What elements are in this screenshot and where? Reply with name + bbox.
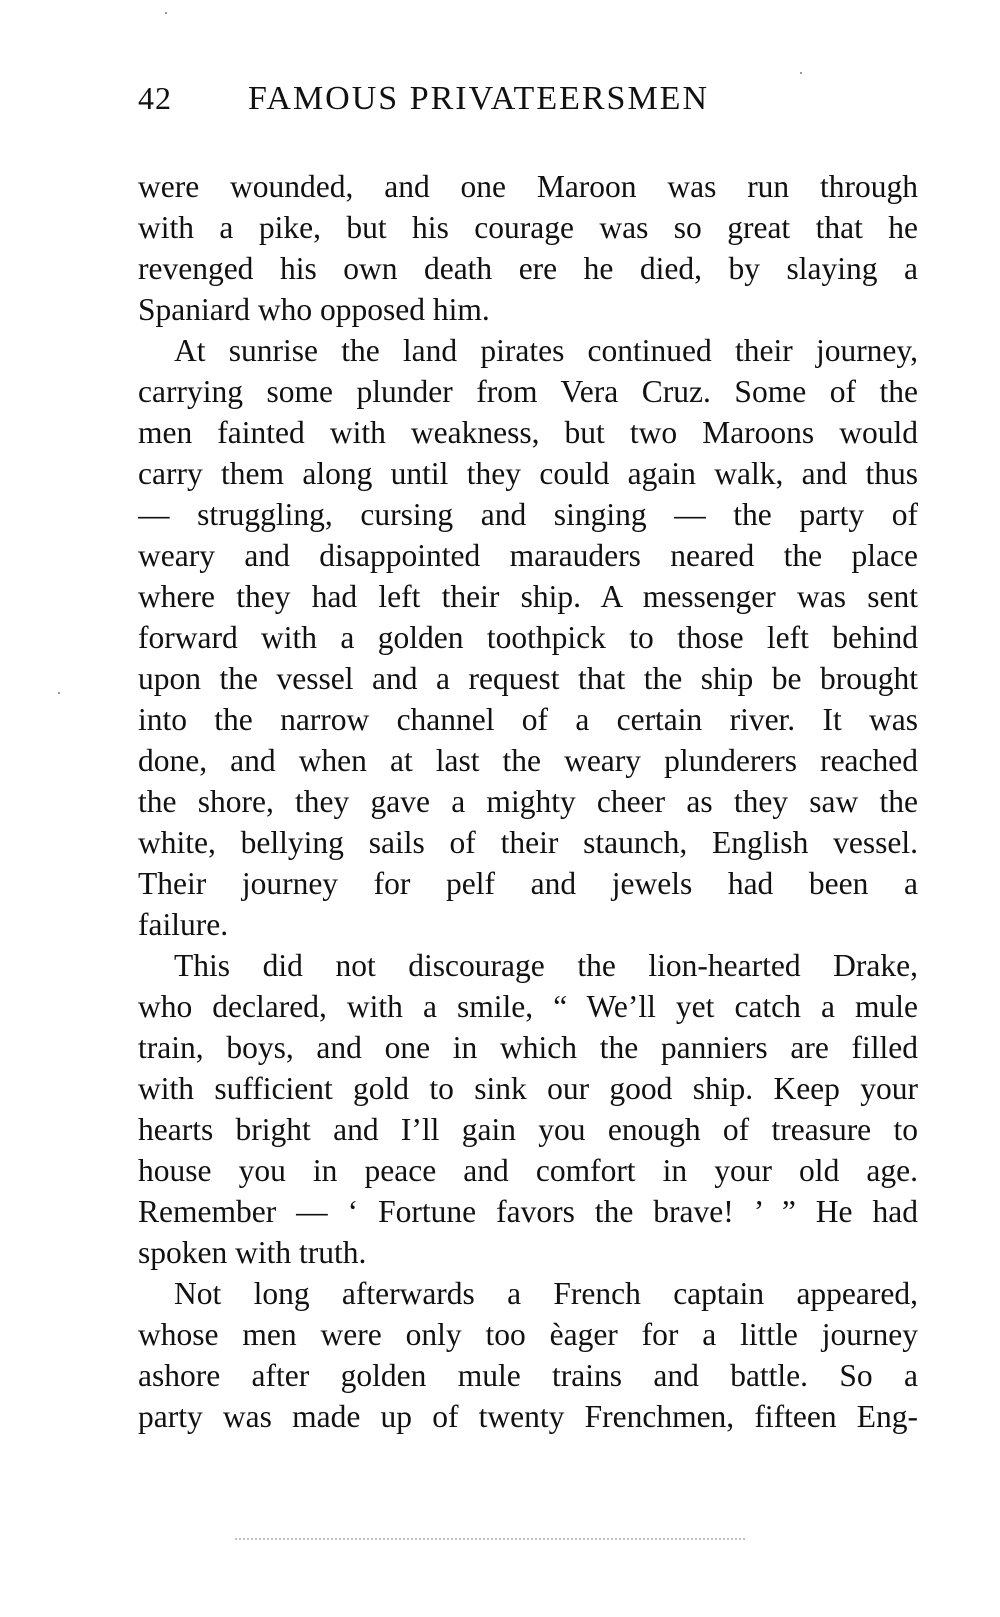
text-line: At sunrise the land pirates continued their journey, [174,333,918,368]
running-head: FAMOUS PRIVATEERSMEN [248,80,709,117]
text-line: weary and disappointed marauders neared the place [138,538,918,573]
text-line: with sufficient gold to sink our good ship. Keep your [138,1071,918,1106]
text-line: men fainted with weakness, but two Maroons would [138,415,918,450]
text-line: Their journey for pelf and jewels had been a [138,866,918,901]
paragraph-2 [138,330,918,945]
text-line: Spaniard who opposed him. [138,292,490,327]
text-line: ashore after golden mule trains and battle. So a [138,1358,918,1393]
scan-speck [800,72,802,74]
text-line: — struggling, cursing and singing — the party of [138,497,918,532]
text-line: hearts bright and I’ll gain you enough of treasure to [138,1112,918,1147]
text-line: spoken with truth. [138,1235,367,1270]
text-line: Not long afterwards a French captain appeared, [174,1276,918,1311]
body-text [138,166,918,1437]
text-line: where they had left their ship. A messenger was sent [138,579,918,614]
paragraph-1 [138,166,918,330]
text-line: were wounded, and one Maroon was run through [138,169,918,204]
text-line: with a pike, but his courage was so great that he [138,210,918,245]
text-line: Remember — ‘ Fortune favors the brave! ’ ” He had [138,1194,918,1229]
paragraph-4 [138,1273,918,1437]
page-number: 42 [138,80,172,116]
text-line: party was made up of twenty Frenchmen, fifteen Eng- [138,1399,918,1434]
scan-speck [58,692,60,694]
paragraph-3 [138,945,918,1273]
text-line: train, boys, and one in which the panniers are filled [138,1030,918,1065]
text-line: failure. [138,907,229,942]
text-line: forward with a golden toothpick to those left behind [138,620,918,655]
text-line: This did not discourage the lion-hearted Drake, [174,948,918,983]
text-line: who declared, with a smile, “ We’ll yet catch a mule [138,989,918,1024]
text-line: revenged his own death ere he died, by slaying a [138,251,918,286]
text-line: upon the vessel and a request that the ship be brought [138,661,918,696]
text-line: white, bellying sails of their staunch, English vessel. [138,825,918,860]
scan-speck [165,12,167,14]
text-line: carry them along until they could again walk, and thus [138,456,918,491]
bottom-scan-artifact [235,1538,745,1544]
text-line: house you in peace and comfort in your old age. [138,1153,918,1188]
text-line: whose men were only too èager for a little journey [138,1317,918,1352]
text-line: the shore, they gave a mighty cheer as they saw the [138,784,918,819]
page-header [138,80,918,130]
text-line: done, and when at last the weary plunderers reached [138,743,918,778]
text-line: into the narrow channel of a certain river. It was [138,702,918,737]
text-line: carrying some plunder from Vera Cruz. Some of the [138,374,918,409]
